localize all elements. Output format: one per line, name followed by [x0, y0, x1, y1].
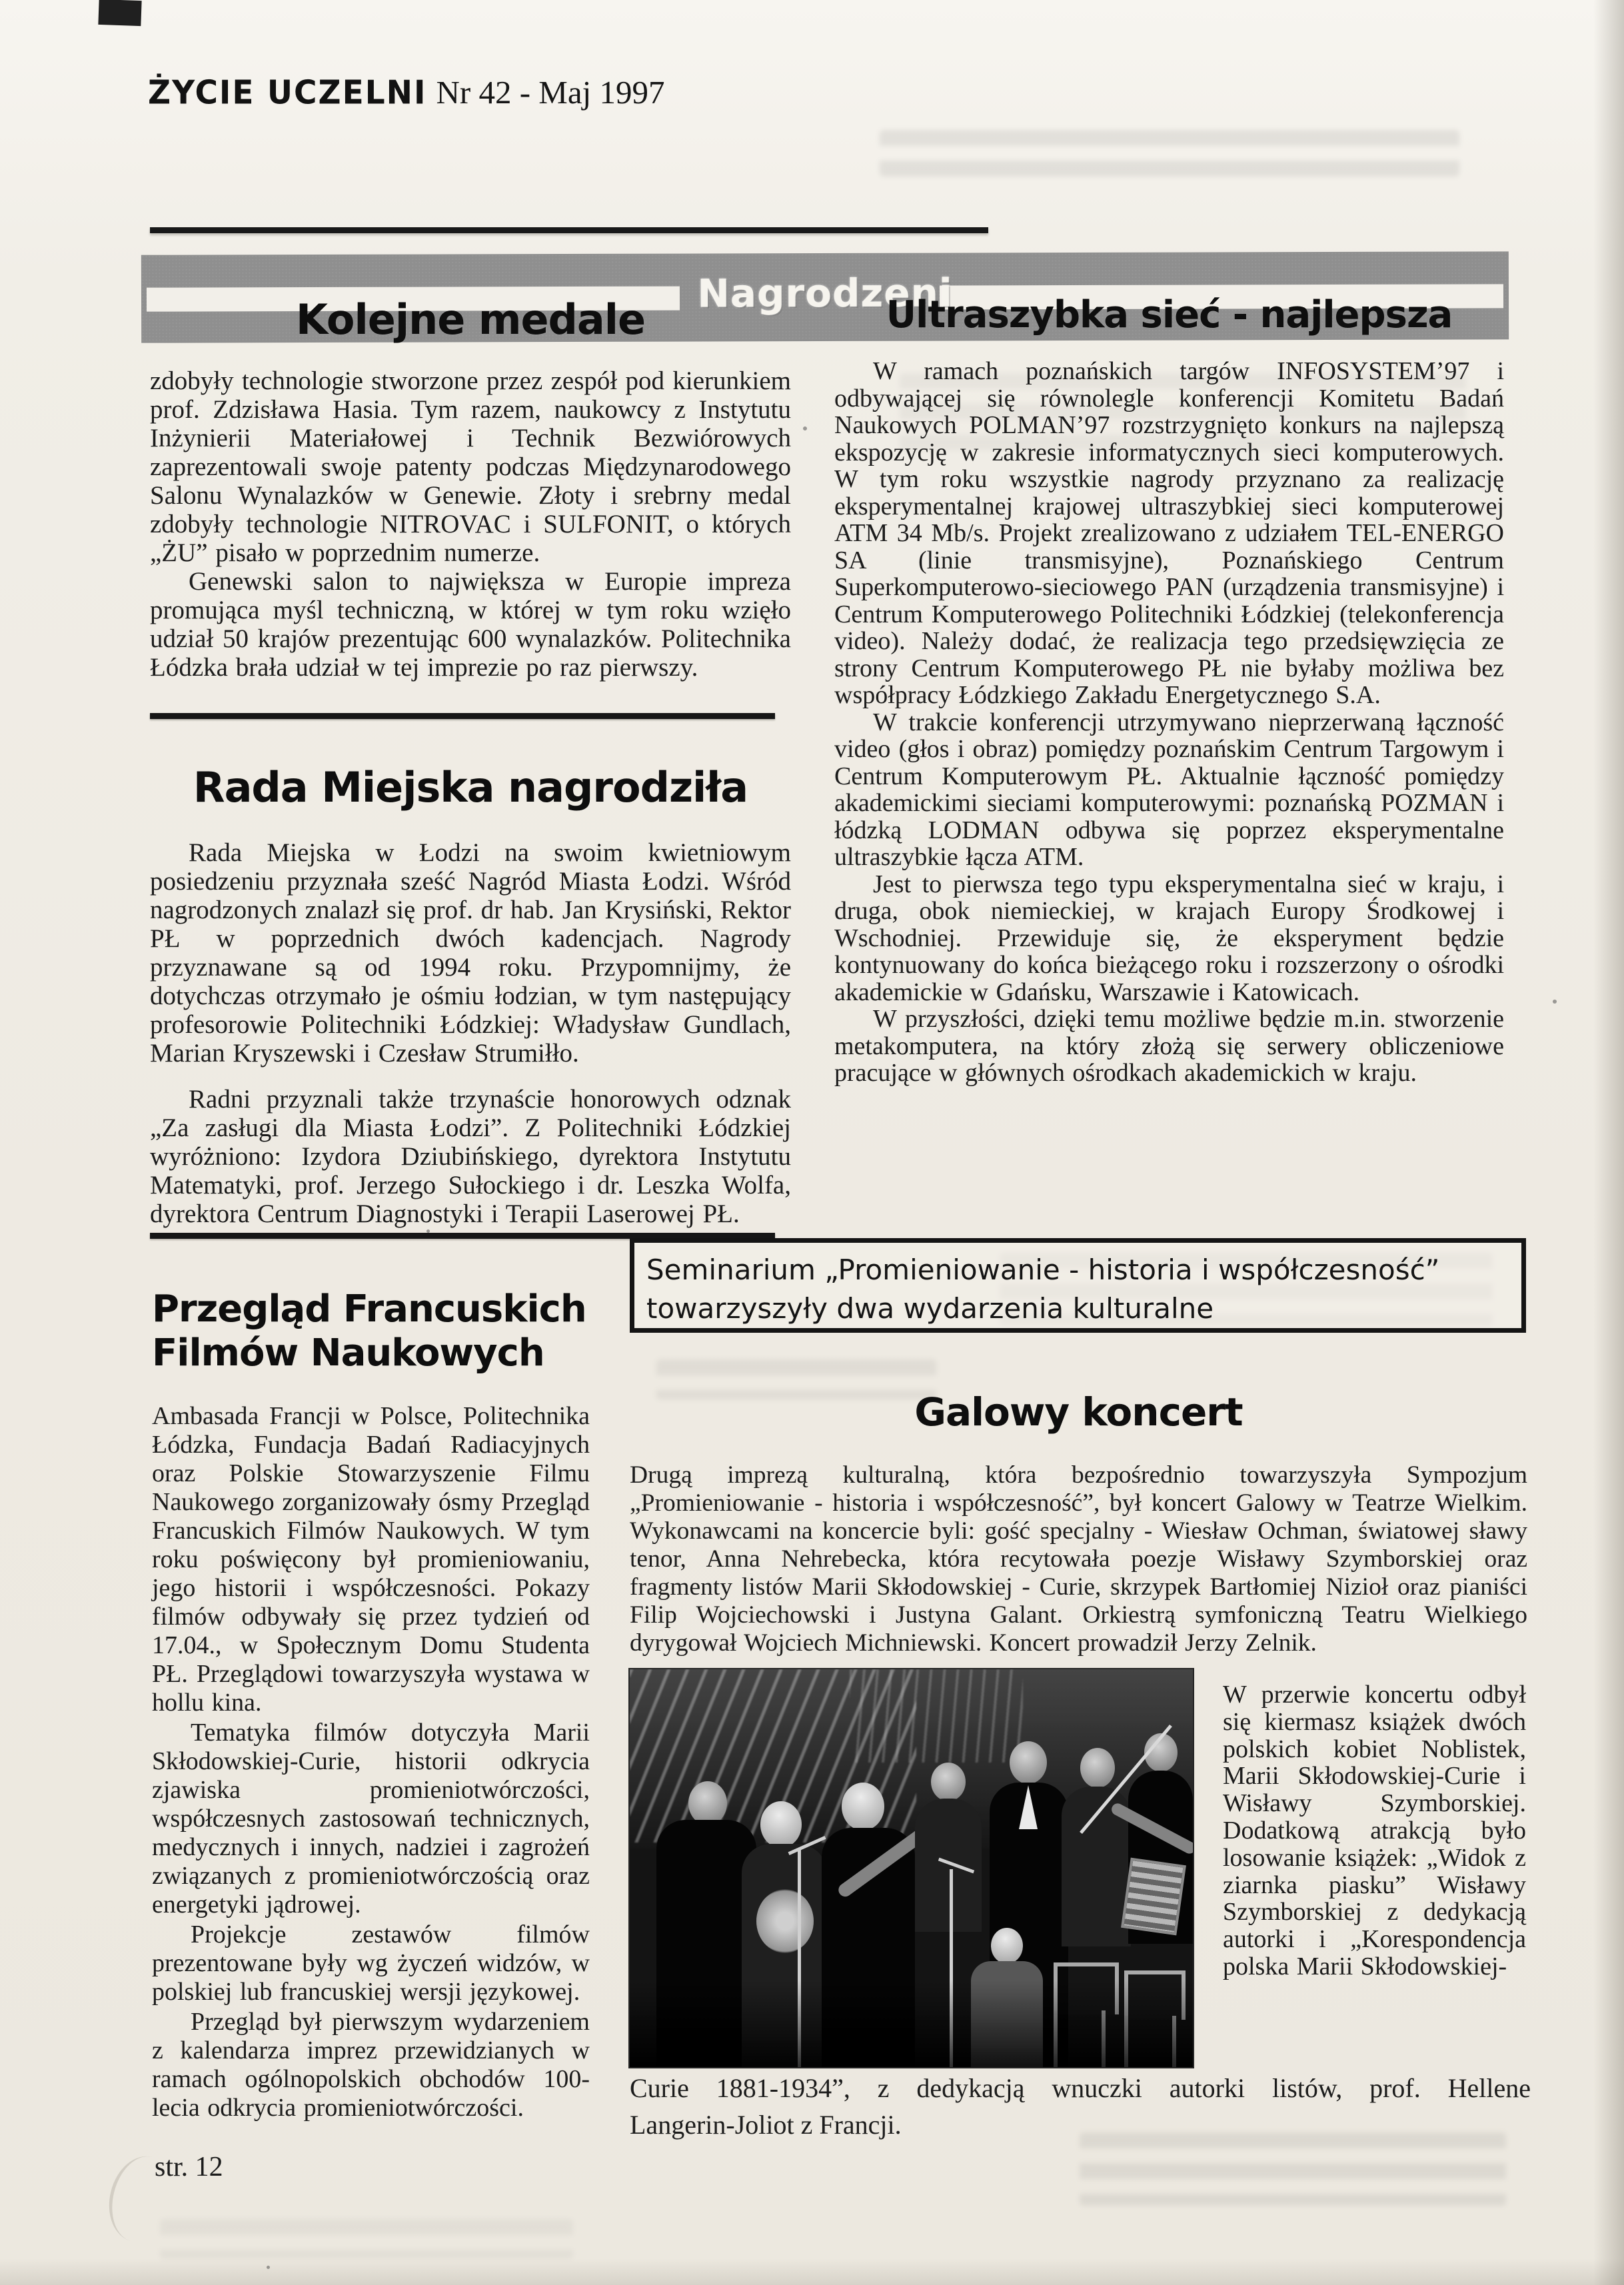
photo-person-head [688, 1781, 727, 1825]
article-paragraph: Projekcje zestawów filmów prezentowane były wg życzeń widzów, w polskiej lub francuskiej wersji językowej. [152, 1920, 590, 2006]
photo-person-head [991, 1928, 1023, 1964]
photo-light-streaks [850, 1669, 1023, 1763]
article-paragraph: Genewski salon to największa w Europie impreza promująca myśl techniczną, w której w tym roku wzięło udział 50 krajów prezentując 600 wynalazków. Politechnika Łódzka brała udział w tej imprezie po raz pierwszy. [150, 567, 791, 682]
scan-speck [803, 426, 807, 430]
concert-photo [630, 1669, 1193, 2067]
article-paragraph: Rada Miejska w Łodzi na swoim kwietniowym posiedzeniu przyznała sześć Nagród Miasta Łodzi. Wśród nagrodzonych znalazł się prof. dr hab. Jan Krysiński, Rektor PŁ w poprzednich dwóch kadencjach. Nagrody przyznawane są od 1994 roku. Przypomnijmy, że dotychczas otrzymało je ośmiu łodzian, w tym następujący profesorowie Politechniki Łódzkiej: Władysław Gundlach, Marian Kryszewski i Czesław Strumiłło. [150, 838, 791, 1068]
article-paragraph: Przegląd był pierwszym wydarzeniem z kalendarza imprez przewidzianych w ramach ogólnopolskich obchodów 100-lecia odkrycia promieniotwórczości. [152, 2008, 590, 2122]
photo-person-head [931, 1763, 966, 1801]
photo-music-stand [1121, 1858, 1186, 1936]
galowy-sidebar-column [1223, 1681, 1526, 1980]
article-paragraph: zdobyły technologie stworzone przez zespół pod kierunkiem prof. Zdzisława Hasia. Tym razem, naukowcy z Instytutu Inżynierii Materiałowej i Technik Bezwiórowych zaprezentowali swoje patenty podczas Międzynarodowego Salonu Wynalazków w Genewie. Złoty i srebrny medal zdobyły technologie NITROVAC i SULFONIT, o których „ŻU” pisało w poprzednim numerze. [150, 367, 791, 567]
photo-person-head [760, 1801, 802, 1848]
bleedthrough-artifact [1080, 2132, 1506, 2206]
issue-label: Nr 42 - Maj 1997 [436, 74, 665, 111]
sidebar-paragraph: W przerwie koncertu odbył się kiermasz książek dwóch polskich kobiet Noblistek, Marii Skłodowskiej-Curie i Wisławy Szymborskiej. Dodatkową atrakcją było losowanie książek: „Widok z ziarnka piasku” Wisławy Szymborskiej z dedykacją autorki i „Korespondencja polska Marii Skłodowskiej- [1223, 1681, 1526, 1980]
photo-person-head [842, 1783, 884, 1831]
article-rada-miejska [150, 763, 791, 1228]
article-ultraszybka-siec [834, 293, 1504, 1087]
header-rule [150, 227, 988, 233]
article-title: Kolejne medale [295, 295, 646, 344]
bleedthrough-artifact [880, 130, 1459, 177]
article-paragraph: W trakcie konferencji utrzymywano nieprzerwaną łączność video (głos i obraz) pomiędzy poznańskim Centrum Targowym i Centrum Komputerowym PŁ. Aktualnie łączność pomiędzy akademickimi sieciami komputerowymi: poznańską POZMAN i łódzką LODMAN odbywa się poprzez eksperymentalne ultraszybkie łącza ATM. [834, 708, 1504, 871]
article-paragraph: Jest to pierwsza tego typu eksperymentalna sieć w kraju, i druga, obok niemieckiej, w krajach Europy Środkowej i Wschodniej. Przewiduje się, że eksperyment będzie kontynuowany do końca bieżącego roku i rozszerzony o ośrodki akademickie w Gdańsku, Warszawie i Katowicach. [834, 870, 1504, 1006]
article-paragraph: Tematyka filmów dotyczyła Marii Skłodowskiej-Curie, historii odkrycia zjawiska promieniotwórczości, współczesnych zastosowań technicznych, medycznych i innych, nadziei i zagrożeń związanych z promieniotwórczością oraz energetyki jądrowej. [152, 1719, 590, 1918]
masthead-title: ŻYCIE UCZELNI [148, 73, 427, 113]
article-title-line2: Filmów Naukowych [152, 1331, 544, 1375]
photo-caption [630, 2070, 1531, 2143]
article-title: Galowy koncert [914, 1389, 1243, 1435]
section-banner-label: Nagrodzeni [697, 270, 953, 317]
article-title: Rada Miejska nagrodziła [193, 763, 748, 812]
bleedthrough-artifact [160, 2219, 573, 2259]
scan-artifact-corner [98, 0, 141, 26]
photo-person-head [1010, 1741, 1047, 1784]
photo-person-head [1080, 1748, 1115, 1788]
article-paragraph: W ramach poznańskich targów INFOSYSTEM’97 i odbywającej się równolegle konferencji Komitetu Badań Naukowych POLMAN’97 rozstrzygnięto konkurs na najlepszą ekspozycję w zakresie informatycznych sieci komputerowych. W tym roku wszystkie nagrody przyznano za realizację eksperymentalnej krajowej ultraszybkiej sieci komputerowej ATM 34 Mb/s. Projekt zrealizowano z udziałem TEL-ENERGO SA (linie transmisyjne), Poznańskiego Centrum Superkomputerowo-sieciowego PAN (urządzenia transmisyjne) i Centrum Komputerowego Politechniki Łódzkiej (telekonferencja video). Należy dodać, że realizacja tego przedsięwzięcia ze strony Centrum Komputerowego PŁ nie byłaby możliwa bez współpracy Łódzkiego Zakładu Energetycznego S.A. [834, 357, 1504, 709]
callout-line2: towarzyszyły dwa wydarzenia kulturalne [646, 1292, 1214, 1325]
article-przeglad-filmow [152, 1287, 590, 2122]
page-number: str. 12 [155, 2152, 223, 2182]
photo-floor-shadow [630, 1980, 1193, 2067]
photo-person-body [915, 1799, 982, 1932]
article-paragraph: W przyszłości, dzięki temu możliwe będzie m.in. stworzenie metakomputera, na który złożą się serwery obliczeniowe pracujące w głównych ośrodkach akademickich w kraju. [834, 1005, 1504, 1087]
caption-line2: Langerin-Joliot z Francji. [630, 2110, 902, 2140]
article-kolejne-medale [150, 295, 791, 682]
article-divider [150, 713, 775, 719]
page-header [148, 73, 664, 111]
article-paragraph: Ambasada Francji w Polsce, Politechnika Łódzka, Fundacja Badań Radiacyjnych oraz Polskie Stowarzyszenie Filmu Naukowego zorganizowały ósmy Przegląd Francuskich Filmów Naukowych. W tym roku poświęcony był promieniowaniu, jego historii i współczesności. Pokazy filmów odbywały się przez tydzień od 17.04., w Społecznym Domu Studenta PŁ. Przeglądowi towarzyszyła wystawa w hollu kina. [152, 1402, 590, 1717]
scan-edge-shadow [0, 2258, 1624, 2285]
article-title [152, 1287, 590, 1375]
scan-edge-shadow [1593, 0, 1624, 2285]
seminar-callout-box [630, 1238, 1526, 1333]
scan-speck [426, 1229, 430, 1233]
article-galowy-koncert [630, 1389, 1527, 1657]
scan-speck [1553, 1000, 1557, 1004]
article-title-line1: Przegląd Francuskich [152, 1287, 586, 1331]
callout-line1: Seminarium „Promieniowanie - historia i współczesność” [646, 1253, 1440, 1286]
article-paragraph: Radni przyznali także trzynaście honorowych odznak „Za zasługi dla Miasta Łodzi”. Z Politechniki Łódzkiej wyróżniono: Izydora Dziubińskiego, dyrektora Instytutu Matematyki, prof. Jerzego Sułockiego i dr. Leszka Wolfa, dyrektora Centrum Diagnostyki i Terapii Laserowej PŁ. [150, 1085, 791, 1228]
caption-line1: Curie 1881-1934”, z dedykacją wnuczki autorki listów, prof. Hellene [630, 2073, 1531, 2103]
article-title: Ultraszybka sieć - najlepsza [886, 293, 1453, 337]
article-lead-paragraph: Drugą imprezą kulturalną, która bezpośrednio towarzyszyła Sympozjum „Promieniowanie - historia i współczesność”, był koncert Galowy w Teatrze Wielkim. Wykonawcami na koncercie byli: gość specjalny - Wiesław Ochman, światowej sławy tenor, Anna Nehrebecka, która recytowała poezje Wisławy Szymborskiej oraz fragmenty listów Marii Skłodowskiej - Curie, skrzypek Bartłomiej Nizioł oraz pianiści Filip Wojciechowski i Justyna Galant. Orkiestrą symfoniczną Teatru Wielkiego dyrygował Wojciech Michniewski. Koncert prowadził Jerzy Zelnik. [630, 1461, 1527, 1657]
photo-bouquet [756, 1889, 814, 1953]
